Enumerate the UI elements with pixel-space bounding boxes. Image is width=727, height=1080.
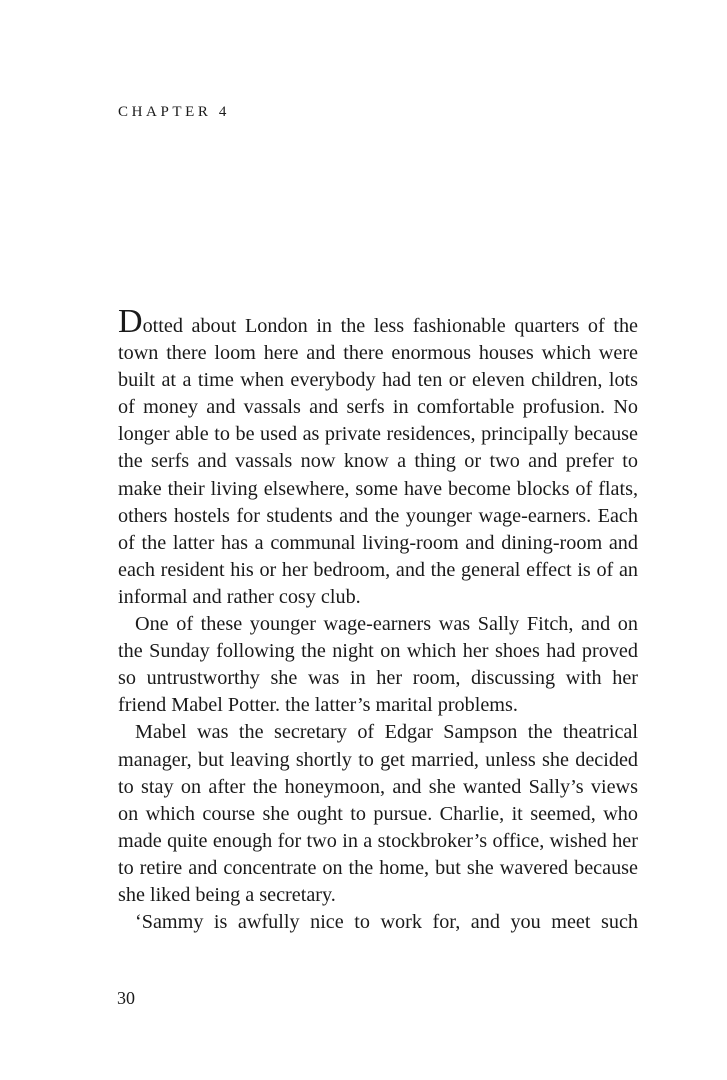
paragraph-2: One of these younger wage-earners was Sally Fitch, and on the Sunday following the night on which her shoes had proved so untrustworthy she was in her room, discussing with her friend Mabel Potter. the latter’s marital problems. [118,613,638,717]
drop-cap: D [118,303,143,340]
page-number: 30 [117,988,135,1008]
paragraph-4: ‘Sammy is awfully nice to work for, and you meet such [135,911,638,934]
paragraph-text: otted about London in the less fashionable quarters of the town there loom here and there enormous houses which were built at a time when everybody had ten or eleven children, lots of money and vassals and serfs in comfortable profusion. No longer able to be used as private residences, principally because the serfs and vassals now know a thing or two and prefer to make their living elsewhere, some have become blocks of flats, others hostels for students and the younger wage-earners. Each of the latter has a communal living-room and dining-room and each resident his or her bedroom, and the general effect is of an informal and rather cosy club. [118,315,638,608]
paragraph-1 [118,303,638,611]
chapter-body [118,303,638,936]
chapter-heading: CHAPTER 4 [118,104,230,120]
paragraph-3: Mabel was the secretary of Edgar Sampson the theatrical manager, but leaving shortly to get married, unless she decided to stay on after the honeymoon, and she wanted Sally’s views on which course she ought to pursue. Charlie, it seemed, who made quite enough for two in a stockbroker’s office, wished her to retire and concentrate on the home, but she wavered because she liked being a secretary. [118,721,638,906]
